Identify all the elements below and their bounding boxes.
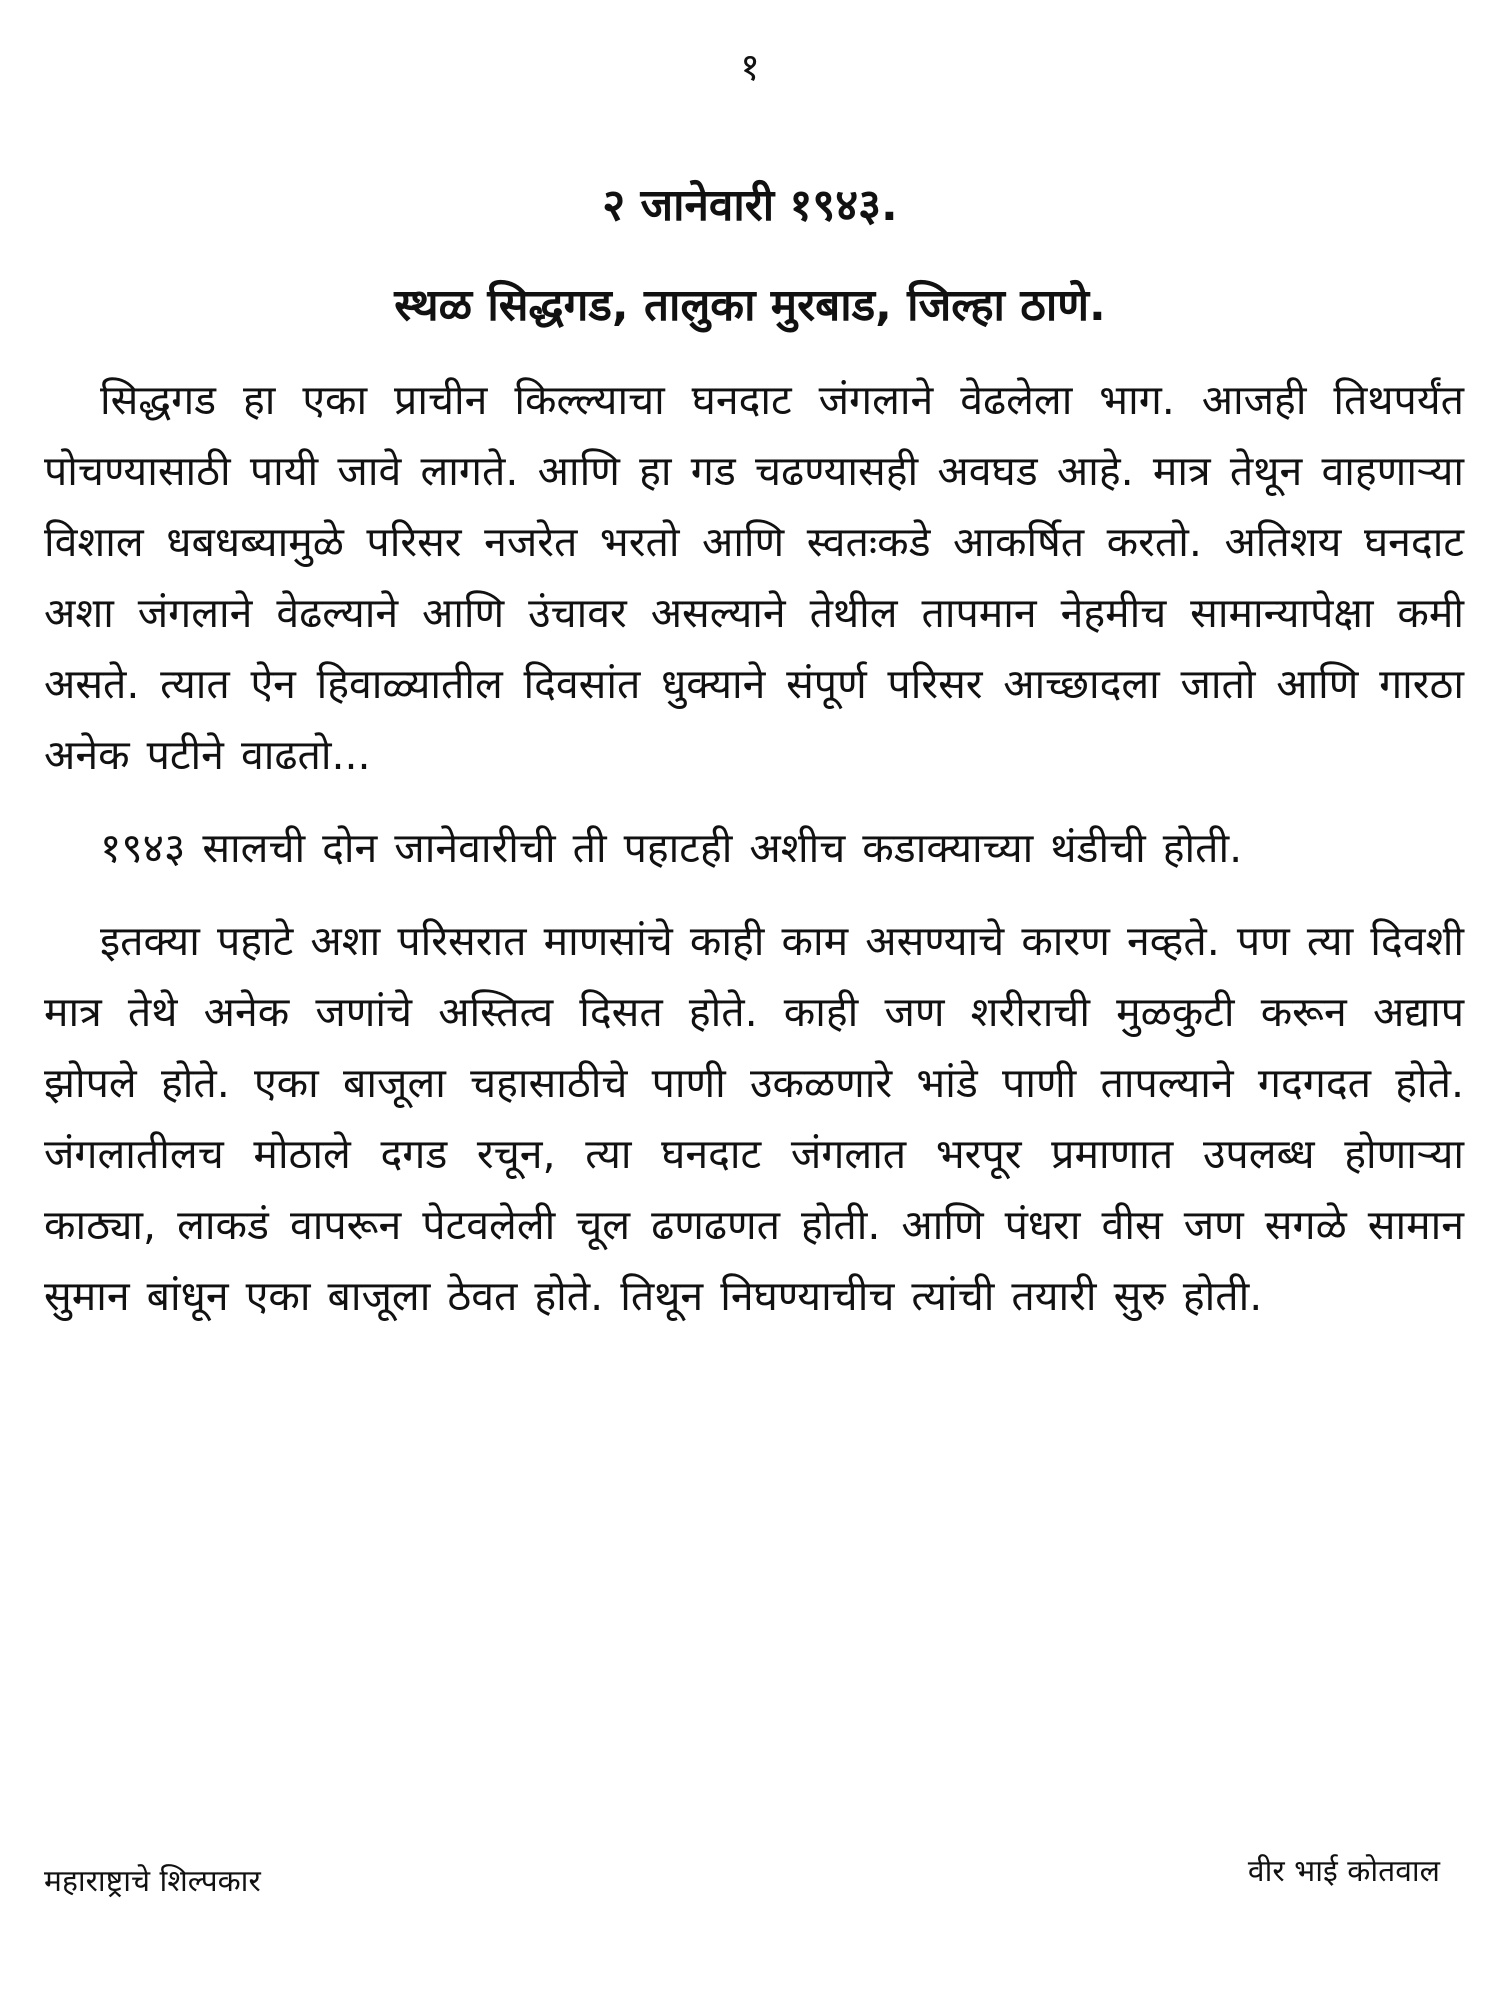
page-number: १	[740, 45, 760, 89]
chapter-date-heading: २ जानेवारी १९४३.	[602, 180, 898, 231]
chapter-place-heading: स्थळ सिद्धगड, तालुका मुरबाड, जिल्हा ठाणे.	[394, 280, 1106, 331]
footer-book-title: महाराष्ट्राचे शिल्पकार	[44, 1864, 261, 1899]
paragraph-1: सिद्धगड हा एका प्राचीन किल्ल्याचा घनदाट जंगलाने वेढलेला भाग. आजही तिथपर्यंत पोचण्यासाठी पायी जावे लागते. आणि हा गड चढण्यासही अवघड आहे. मात्र तेथून वाहणाऱ्या विशाल धबधब्यामुळे परिसर नजरेत भरतो आणि स्वतःकडे आकर्षित करतो. अतिशय घनदाट अशा जंगलाने वेढल्याने आणि उंचावर असल्याने तेथील तापमान नेहमीच सामान्यापेक्षा कमी असते. त्यात ऐन हिवाळ्यातील दिवसांत धुक्याने संपूर्ण परिसर आच्छादला जातो आणि गारठा अनेक पटीने वाढतो...	[44, 376, 1464, 779]
body-text	[44, 365, 1464, 1332]
footer-author: वीर भाई कोतवाल	[1247, 1854, 1440, 1889]
paragraph-2: १९४३ सालची दोन जानेवारीची ती पहाटही अशीच कडाक्याच्या थंडीची होती.	[100, 824, 1243, 872]
paragraph-3: इतक्या पहाटे अशा परिसरात माणसांचे काही काम असण्याचे कारण नव्हते. पण त्या दिवशी मात्र तेथे अनेक जणांचे अस्तित्व दिसत होते. काही जण शरीराची मुळकुटी करून अद्याप झोपले होते. एका बाजूला चहासाठीचे पाणी उकळणारे भांडे पाणी तापल्याने गदगदत होते. जंगलातीलच मोठाले दगड रचून, त्या घनदाट जंगलात भरपूर प्रमाणात उपलब्ध होणाऱ्या काठ्या, लाकडं वापरून पेटवलेली चूल ढणढणत होती. आणि पंधरा वीस जण सगळे सामान सुमान बांधून एका बाजूला ठेवत होते. तिथून निघण्याचीच त्यांची तयारी सुरु होती.	[44, 917, 1464, 1320]
